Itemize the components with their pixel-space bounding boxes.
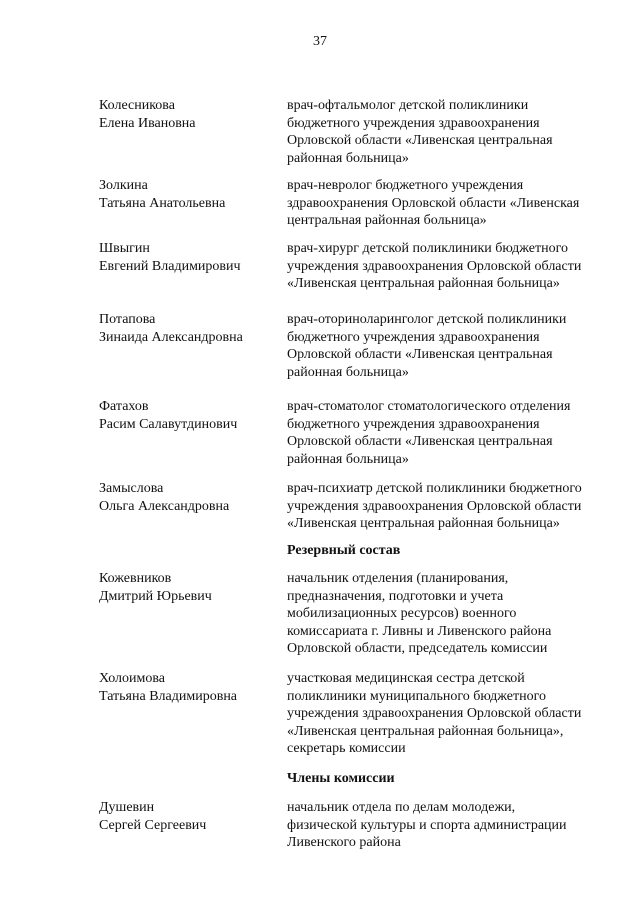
person-name (99, 240, 279, 276)
position-line: бюджетного учреждения здравоохранения (287, 115, 540, 131)
position-line: мобилизационных ресурсов) военного (287, 606, 517, 621)
person-surname: Золкина (99, 178, 148, 193)
person-position (287, 480, 617, 533)
person-name (99, 670, 279, 706)
person-given-names: Дмитрий Юрьевич (99, 589, 212, 604)
person-position (287, 398, 617, 468)
position-line: Орловской области, председатель комиссии (287, 641, 548, 656)
person-surname: Колесникова (99, 98, 175, 113)
person-given-names: Сергей Сергеевич (99, 818, 207, 833)
person-surname: Фатахов (99, 399, 149, 414)
person-name (99, 177, 279, 213)
position-line: центральная районная больница» (287, 213, 487, 228)
position-line: бюджетного учреждения здравоохранения (287, 416, 540, 432)
position-line: Орловской области «Ливенская центральная (287, 133, 553, 148)
section-heading-reserve: Резервный состав (287, 543, 401, 558)
person-name (99, 480, 279, 516)
person-position (287, 240, 617, 293)
position-line: «Ливенская центральная районная больница», (287, 723, 564, 739)
page-number: 37 (313, 34, 327, 49)
position-line: врач-психиатр детской поликлиники бюджетного (287, 481, 582, 496)
person-name (99, 97, 279, 133)
person-surname: Швыгин (99, 241, 150, 256)
person-given-names: Елена Ивановна (99, 116, 196, 131)
position-line: учреждения здравоохранения Орловской области (287, 258, 582, 274)
person-surname: Потапова (99, 312, 156, 327)
position-line: бюджетного учреждения здравоохранения (287, 329, 540, 345)
position-line: врач-невролог бюджетного учреждения (287, 178, 524, 193)
person-position (287, 570, 617, 658)
person-name (99, 799, 279, 835)
position-line: здравоохранения Орловской области «Ливенская (287, 195, 580, 211)
person-given-names: Ольга Александровна (99, 499, 230, 514)
position-line: врач-оториноларинголог детской поликлиники (287, 312, 567, 327)
person-position (287, 97, 617, 167)
position-line: поликлиники муниципального бюджетного (287, 688, 546, 704)
person-surname: Замыслова (99, 481, 164, 496)
position-line: Орловской области «Ливенская центральная (287, 347, 553, 362)
person-surname: Душевин (99, 800, 155, 815)
position-line: районная больница» (287, 150, 409, 166)
position-line: учреждения здравоохранения Орловской области (287, 498, 582, 514)
position-line: начальник отделения (планирования, (287, 571, 509, 586)
position-line: Орловской области «Ливенская центральная (287, 434, 553, 449)
position-line: секретарь комиссии (287, 741, 406, 756)
person-name (99, 398, 279, 434)
person-given-names: Расим Салавутдинович (99, 417, 238, 432)
position-line: начальник отдела по делам молодежи, (287, 800, 516, 815)
position-line: районная больница» (287, 451, 409, 467)
position-line: комиссариата г. Ливны и Ливенского района (287, 623, 552, 639)
person-given-names: Татьяна Анатольевна (99, 196, 226, 211)
position-line: предназначения, подготовки и учета (287, 588, 504, 604)
position-line: участковая медицинская сестра детской (287, 671, 525, 686)
position-line: врач-хирург детской поликлиники бюджетного (287, 241, 568, 256)
position-line: «Ливенская центральная районная больница» (287, 516, 560, 531)
person-given-names: Татьяна Владимировна (99, 689, 238, 704)
position-line: учреждения здравоохранения Орловской области (287, 706, 582, 721)
position-line: районная больница» (287, 364, 409, 380)
position-line: физической культуры и спорта администрации (287, 817, 567, 833)
position-line: врач-офтальмолог детской поликлиники (287, 98, 529, 113)
person-position (287, 670, 617, 758)
person-position (287, 177, 617, 230)
section-heading-members: Члены комиссии (287, 771, 395, 786)
person-name (99, 311, 279, 347)
position-line: врач-стоматолог стоматологического отделения (287, 399, 571, 414)
person-position (287, 311, 617, 381)
person-given-names: Зинаида Александровна (99, 330, 243, 345)
person-surname: Холоимова (99, 671, 166, 686)
person-surname: Кожевников (99, 571, 172, 586)
person-given-names: Евгений Владимирович (99, 259, 241, 274)
position-line: «Ливенская центральная районная больница» (287, 276, 560, 291)
person-position (287, 799, 617, 852)
person-name (99, 570, 279, 606)
position-line: Ливенского района (287, 835, 401, 850)
